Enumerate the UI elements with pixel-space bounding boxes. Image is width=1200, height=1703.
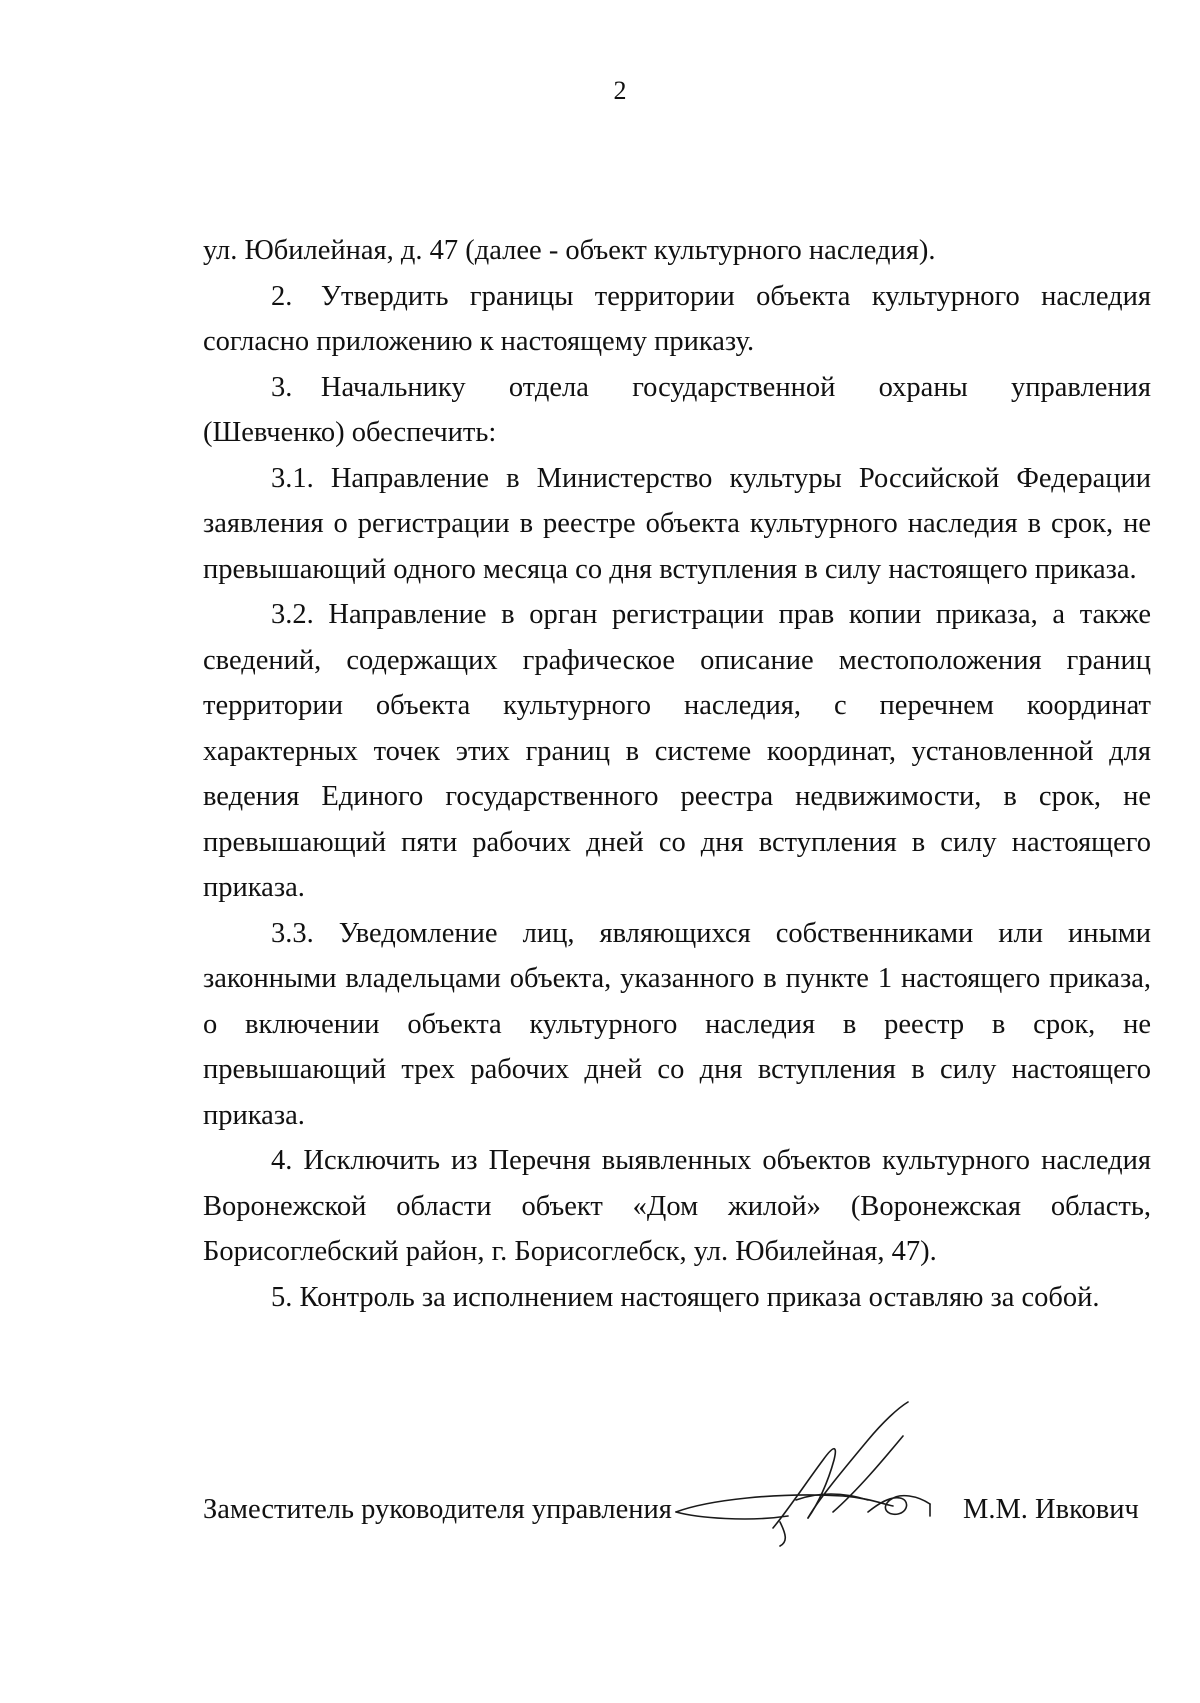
paragraph-3-2: 3.2. Направление в орган регистрации прав копии приказа, а также сведений, содержащих графическое описание местоположения границ территории объекта культурного наследия, с перечнем координат характерных точек этих границ в системе координат, установленной для ведения Единого государственного реестра недвижимости, в срок, не превышающий пяти рабочих дней со дня вступления в силу настоящего приказа. bbox=[203, 599, 1151, 903]
paragraph-3: 3. Начальнику отдела государственной охраны управления (Шевченко) обеспечить: bbox=[203, 371, 1151, 448]
handwritten-signature bbox=[668, 1400, 953, 1550]
paragraph-4: 4. Исключить из Перечня выявленных объектов культурного наследия Воронежской области объект «Дом жилой» (Воронежская область, Борисоглебский район, г. Борисоглебск, ул. Юбилейная, 47). bbox=[203, 1145, 1151, 1267]
paragraph-3-3: 3.3. Уведомление лиц, являющихся собственниками или иными законными владельцами объекта, указанного в пункте 1 настоящего приказа, о включении объекта культурного наследия в реестр в срок, не превышающий трех рабочих дней со дня вступления в силу настоящего приказа. bbox=[203, 917, 1151, 1131]
paragraph-3-1: 3.1. Направление в Министерство культуры Российской Федерации заявления о регистрации в реестре объекта культурного наследия в срок, не превышающий одного месяца со дня вступления в силу настоящего приказа. bbox=[203, 462, 1151, 585]
signatory-position: Заместитель руководителя управления bbox=[203, 1494, 672, 1525]
page-number: 2 bbox=[613, 76, 627, 105]
document-body bbox=[203, 228, 1151, 1320]
signatory-name: М.М. Ивкович bbox=[963, 1494, 1139, 1525]
paragraph-continuation: ул. Юбилейная, д. 47 (далее - объект культурного наследия). bbox=[203, 235, 936, 266]
paragraph-5: 5. Контроль за исполнением настоящего приказа оставляю за собой. bbox=[271, 1281, 1100, 1313]
paragraph-2: 2. Утвердить границы территории объекта культурного наследия согласно приложению к настоящему приказу. bbox=[203, 280, 1151, 357]
signature-block bbox=[203, 1400, 1163, 1560]
